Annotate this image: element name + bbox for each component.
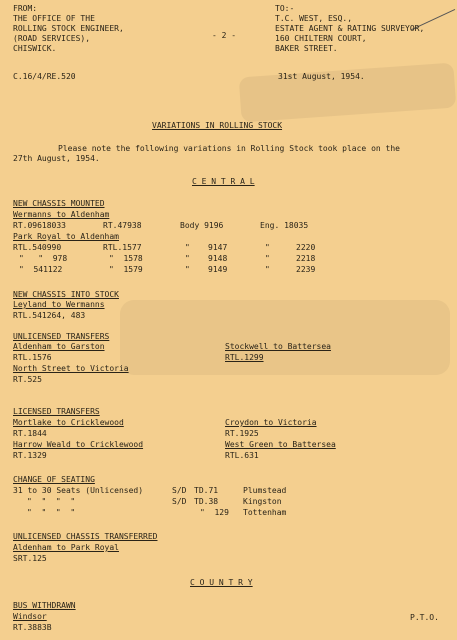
pto-note: P.T.O. bbox=[410, 613, 439, 622]
intro-text: 27th August, 1954. bbox=[13, 154, 100, 163]
stock-ref: RT.09618033 bbox=[13, 221, 66, 230]
stock-ref: RTL.541264, 483 bbox=[13, 311, 86, 320]
route: Harrow Weald to Cricklewood bbox=[13, 440, 144, 449]
vehicle-type: S/D bbox=[172, 497, 187, 506]
stock-ref: RT.1329 bbox=[13, 451, 47, 460]
stock-ref: RTL.1576 bbox=[13, 353, 52, 362]
stock-ref: " 1578 bbox=[109, 254, 143, 263]
from-label: FROM: bbox=[13, 4, 38, 13]
route: Croydon to Victoria bbox=[225, 418, 317, 427]
ditto-mark: " bbox=[185, 243, 190, 252]
subheading: NEW CHASSIS INTO STOCK bbox=[13, 290, 119, 299]
stock-ref: TD.38 bbox=[194, 497, 219, 506]
from-line: CHISWICK. bbox=[13, 44, 57, 53]
to-line: ESTATE AGENT & RATING SURVEYOR, bbox=[275, 24, 425, 33]
stock-ref: RTL.1577 bbox=[103, 243, 142, 252]
engine-number: 2218 bbox=[296, 254, 316, 263]
from-line: ROLLING STOCK ENGINEER, bbox=[13, 24, 124, 33]
from-line: (ROAD SERVICES), bbox=[13, 34, 91, 43]
stock-ref: " 541122 bbox=[19, 265, 63, 274]
engine-number: 2239 bbox=[296, 265, 316, 274]
to-line: 160 CHILTERN COURT, bbox=[275, 34, 367, 43]
ditto-mark: " " " " bbox=[27, 497, 76, 506]
body-number: 9147 bbox=[208, 243, 228, 252]
stock-ref: RT.1925 bbox=[225, 429, 259, 438]
subheading: NEW CHASSIS MOUNTED bbox=[13, 199, 105, 208]
stock-ref: RT.3883B bbox=[13, 623, 52, 632]
date: 31st August, 1954. bbox=[278, 72, 365, 81]
stock-ref: RTL.631 bbox=[225, 451, 259, 460]
to-line: BAKER STREET. bbox=[275, 44, 338, 53]
ditto-mark: " bbox=[265, 265, 270, 274]
stock-ref: SRT.125 bbox=[13, 554, 47, 563]
route: Aldenham to Park Royal bbox=[13, 543, 119, 552]
vehicle-type: S/D bbox=[172, 486, 187, 495]
route: Leyland to Wermanns bbox=[13, 300, 105, 309]
engine-number: 2220 bbox=[296, 243, 316, 252]
ditto-mark: " bbox=[265, 243, 270, 252]
body-number: 9148 bbox=[208, 254, 228, 263]
from-line: THE OFFICE OF THE bbox=[13, 14, 95, 23]
route: Stockwell to Battersea bbox=[225, 342, 331, 351]
garage: Windsor bbox=[13, 612, 47, 621]
stock-ref: RTL.540990 bbox=[13, 243, 62, 252]
to-label: TO:- bbox=[275, 4, 295, 13]
stock-ref: " " 978 bbox=[19, 254, 68, 263]
page-marker: - 2 - bbox=[212, 31, 237, 40]
stock-ref: " 129 bbox=[200, 508, 229, 517]
stock-ref: " 1579 bbox=[109, 265, 143, 274]
to-line: T.C. WEST, ESQ., bbox=[275, 14, 353, 23]
stock-ref: TD.71 bbox=[194, 486, 219, 495]
reference: C.16/4/RE.520 bbox=[13, 72, 76, 81]
stock-ref: RT.525 bbox=[13, 375, 42, 384]
garage: Tottenham bbox=[243, 508, 287, 517]
subheading: UNLICENSED CHASSIS TRANSFERRED bbox=[13, 532, 158, 541]
body-number: 9149 bbox=[208, 265, 228, 274]
stock-ref: RTL.1299 bbox=[225, 353, 264, 362]
body-number: Body 9196 bbox=[180, 221, 224, 230]
ditto-mark: " bbox=[185, 265, 190, 274]
ditto-mark: " bbox=[185, 254, 190, 263]
garage: Kingston bbox=[243, 497, 282, 506]
route: Aldenham to Garston bbox=[13, 342, 105, 351]
route: West Green to Battersea bbox=[225, 440, 336, 449]
route: Mortlake to Cricklewood bbox=[13, 418, 124, 427]
seating-change: 31 to 30 Seats (Unlicensed) bbox=[13, 486, 144, 495]
route: North Street to Victoria bbox=[13, 364, 129, 373]
route: Park Royal to Aldenham bbox=[13, 232, 119, 241]
stock-ref: RT.47938 bbox=[103, 221, 142, 230]
subheading: CHANGE OF SEATING bbox=[13, 475, 95, 484]
garage: Plumstead bbox=[243, 486, 287, 495]
section-heading-country: C O U N T R Y bbox=[190, 578, 253, 587]
route: Wermanns to Aldenham bbox=[13, 210, 110, 219]
stock-ref: RT.1844 bbox=[13, 429, 47, 438]
subheading: BUS WITHDRAWN bbox=[13, 601, 76, 610]
subheading: UNLICENSED TRANSFERS bbox=[13, 332, 110, 341]
intro-text: Please note the following variations in Rolling Stock took place on the bbox=[58, 144, 400, 153]
ditto-mark: " bbox=[265, 254, 270, 263]
ditto-mark: " " " " bbox=[27, 508, 76, 517]
subheading: LICENSED TRANSFERS bbox=[13, 407, 100, 416]
document-title: VARIATIONS IN ROLLING STOCK bbox=[152, 121, 283, 130]
section-heading-central: C E N T R A L bbox=[192, 177, 255, 186]
engine-number: Eng. 18035 bbox=[260, 221, 309, 230]
faint-overprint bbox=[120, 300, 450, 375]
